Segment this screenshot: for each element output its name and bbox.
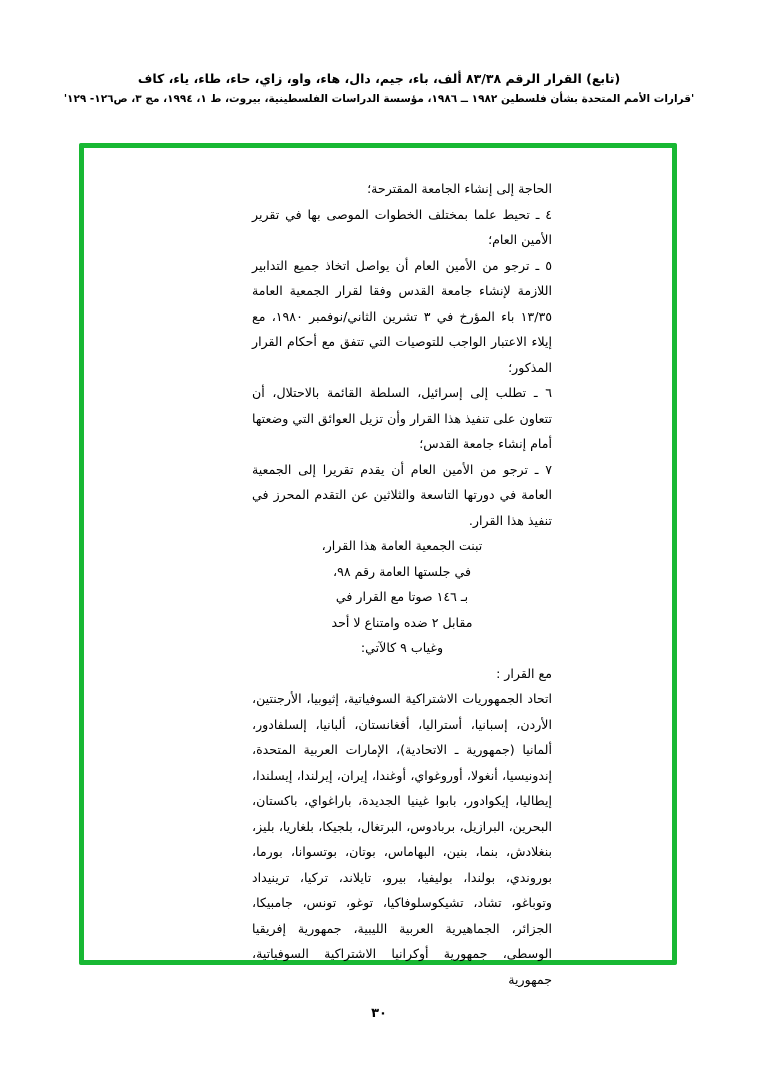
vote-line-0: تبنت الجمعية العامة هذا القرار، bbox=[321, 538, 483, 553]
paragraph-1: ٤ ـ تحيط علما بمختلف الخطوات الموصى بها في تقرير الأمين العام؛ bbox=[252, 206, 552, 247]
paragraph-4: ٧ ـ ترجو من الأمين العام أن يقدم تقريرا إلى الجمعية العامة في دورتها التاسعة والثلاثين عن التقدم المحرز في تنفيذ هذا القرار. bbox=[252, 461, 552, 528]
paragraph-0: الحاجة إلى إنشاء الجامعة المقترحة؛ bbox=[367, 181, 552, 196]
green-border-frame bbox=[79, 143, 677, 987]
paragraph-3: ٦ ـ تطلب إلى إسرائيل، السلطة القائمة بالاحتلال، أن تتعاون على تنفيذ هذا القرار وأن تزيل العوائق التي وضعتها أمام إنشاء جامعة القدس؛ bbox=[252, 385, 552, 451]
vote-in-favour-label: مع القرار : bbox=[496, 665, 552, 681]
document-body bbox=[252, 176, 552, 992]
header-source-citation: 'قرارات الأمم المتحدة بشأن فلسطين ١٩٨٢ ــ ١٩٨٦، مؤسسة الدراسات الفلسطينية، بيروت، ط ١، ١٩٩٤، مج ٣، ص١٢٦- ١٢٩' bbox=[63, 93, 695, 105]
header-title: (تابع) القرار الرقم ٨٣/٣٨ ألف، باء، جيم، دال، هاء، واو، زاي، حاء، طاء، ياء، كاف bbox=[137, 71, 621, 86]
vote-line-1: في جلستها العامة رقم ٩٨، bbox=[332, 563, 471, 579]
vote-line-4: وغياب ٩ كالآتي: bbox=[360, 640, 444, 655]
countries-list: اتحاد الجمهوريات الاشتراكية السوفياتية، إثيوبيا، الأرجنتين، الأردن، إسبانيا، أستراليا، أفغانستان، ألبانيا، إلسلفادور، ألمانيا (جمهورية ـ الاتحادية)، الإمارات العربية المتحدة، إندونيسيا، أنغولا، أوروغواي، أوغندا، إيران، إيرلندا، إيسلندا، إيطاليا، إيكوادور، بابوا غينيا الجديدة، باراغواي، باكستان، البحرين، البرازيل، بربادوس، البرتغال، بلجيكا، بلغاريا، بليز، بنغلادش، بنما، بنين، البهاماس، بوتان، بوتسوانا، بورما، بوروندي، بولندا، بوليفيا، بيرو، تايلاند، تركيا، ترينيداد وتوباغو، تشاد، تشيكوسلوفاكيا، توغو، تونس، جامبيكا، الجزائر، الجماهيرية العربية الليبية، جمهورية إفريقيا الوسطى، جمهورية أوكرانيا الاشتراكية السوفياتية، جمهورية bbox=[252, 691, 552, 987]
page-number: ٣٠ bbox=[371, 1006, 387, 1021]
vote-line-2: بـ ١٤٦ صوتا مع القرار في bbox=[335, 589, 469, 604]
paragraph-2: ٥ ـ ترجو من الأمين العام أن يواصل اتخاذ جميع التدابير اللازمة لإنشاء جامعة القدس وفقا لقرار الجمعية العامة ١٣/٣٥ باء المؤرخ في ٣ تشرين الثاني/نوفمبر ١٩٨٠، مع إيلاء الاعتبار الواجب للتوصيات التي تتفق مع أحكام القرار المذكور؛ bbox=[252, 257, 552, 375]
vote-line-3: مقابل ٢ ضده وامتناع لا أحد bbox=[331, 614, 473, 630]
page-header bbox=[0, 70, 758, 107]
